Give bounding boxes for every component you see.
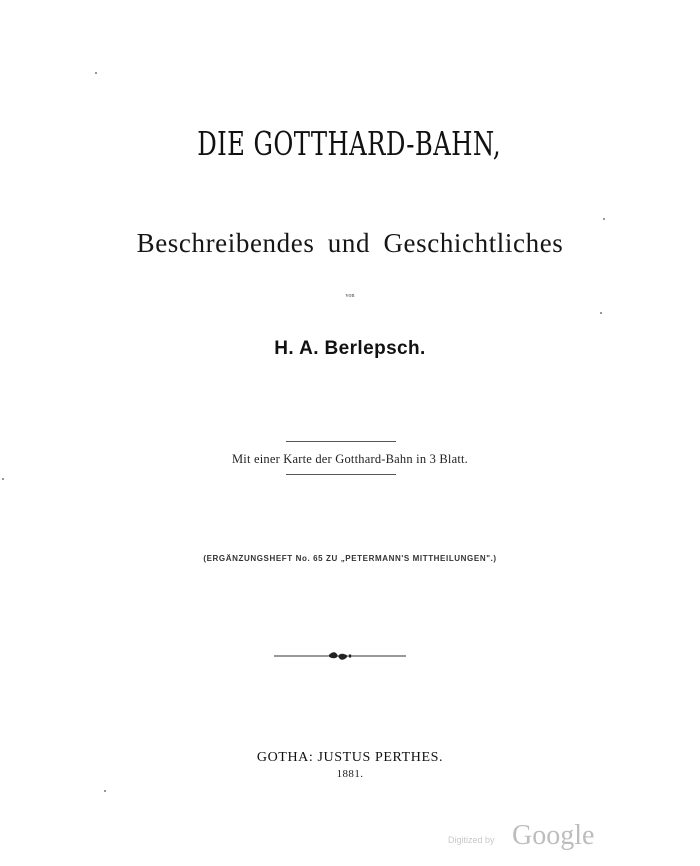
- paper-speck: [95, 72, 97, 74]
- divider-line-top: [286, 441, 396, 442]
- google-logo: Google: [512, 820, 595, 851]
- publication-year: 1881.: [336, 768, 364, 780]
- by-line: von: [345, 293, 355, 299]
- paper-speck: [600, 312, 602, 314]
- publisher-imprint: GOTHA: JUSTUS PERTHES.: [256, 750, 444, 765]
- paper-speck: [2, 478, 4, 480]
- author-name: H. A. Berlepsch.: [274, 338, 426, 359]
- map-note: Mit einer Karte der Gotthard-Bahn in 3 Blatt.: [231, 452, 469, 466]
- google-digitized-watermark: [448, 820, 608, 860]
- paper-speck: [603, 218, 605, 220]
- book-title: DIE GOTTHARD-BAHN,: [197, 124, 502, 163]
- ornament-flourish-icon: [270, 648, 410, 664]
- series-note: (ERGÄNZUNGSHEFT No. 65 ZU „PETERMANN'S MITTHEILUNGEN".): [203, 554, 497, 563]
- divider-line-bottom: [286, 474, 396, 475]
- paper-speck: [104, 790, 106, 792]
- book-subtitle: Beschreibendes und Geschichtliches: [136, 228, 564, 258]
- watermark-prefix: Digitized by: [448, 835, 495, 845]
